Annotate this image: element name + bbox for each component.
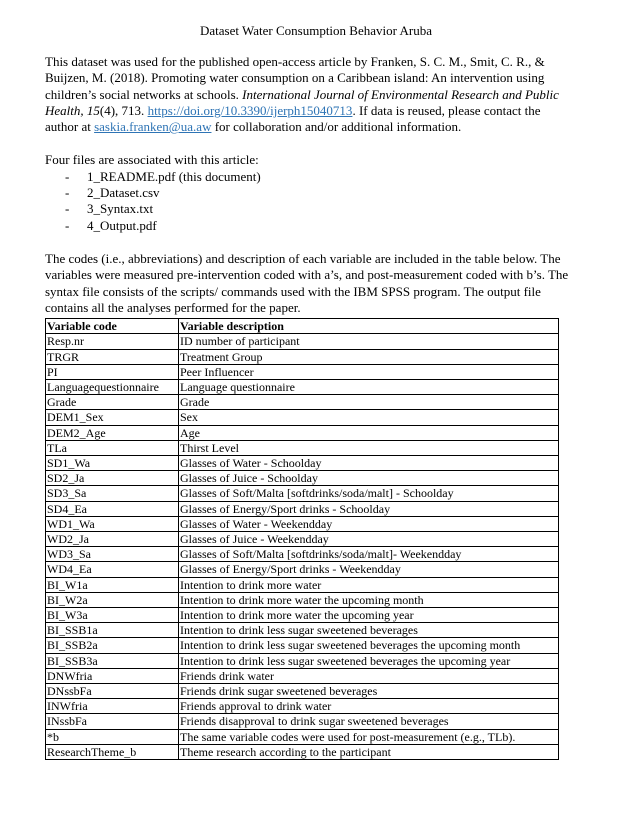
variable-description: Language questionnaire bbox=[179, 379, 559, 394]
variable-description: Glasses of Energy/Sport drinks - Schoolday bbox=[179, 501, 559, 516]
variable-description: Intention to drink more water the upcoming year bbox=[179, 608, 559, 623]
table-row bbox=[46, 349, 559, 364]
table-row bbox=[46, 455, 559, 470]
variable-code: PI bbox=[46, 364, 179, 379]
table-row bbox=[46, 729, 559, 744]
variable-code: WD4_Ea bbox=[46, 562, 179, 577]
variable-description: Glasses of Juice - Weekendday bbox=[179, 532, 559, 547]
variable-code: INWfria bbox=[46, 699, 179, 714]
variable-code: BI_W1a bbox=[46, 577, 179, 592]
table-row bbox=[46, 532, 559, 547]
variable-description: Friends drink water bbox=[179, 668, 559, 683]
table-row bbox=[46, 440, 559, 455]
variable-description: The same variable codes were used for post-measurement (e.g., TLb). bbox=[179, 729, 559, 744]
variable-description: Friends disapproval to drink sugar sweetened beverages bbox=[179, 714, 559, 729]
file-list bbox=[45, 169, 575, 234]
variable-code: WD1_Wa bbox=[46, 516, 179, 531]
header-variable-description: Variable description bbox=[179, 319, 559, 334]
variable-description: Grade bbox=[179, 395, 559, 410]
variable-code: SD3_Sa bbox=[46, 486, 179, 501]
list-bullet: - bbox=[65, 185, 70, 201]
variable-code: WD3_Sa bbox=[46, 547, 179, 562]
file-name: 2_Dataset.csv bbox=[87, 185, 160, 201]
variable-code: SD4_Ea bbox=[46, 501, 179, 516]
variable-description: Sex bbox=[179, 410, 559, 425]
table-row bbox=[46, 516, 559, 531]
intro-text-4: for collaboration and/or additional information. bbox=[211, 119, 462, 135]
table-row bbox=[46, 395, 559, 410]
list-item bbox=[45, 201, 575, 217]
variable-description: Glasses of Soft/Malta [softdrinks/soda/malt] - Schoolday bbox=[179, 486, 559, 501]
table-row bbox=[46, 379, 559, 394]
document-title: Dataset Water Consumption Behavior Aruba bbox=[200, 23, 432, 38]
table-row bbox=[46, 744, 559, 759]
variable-code: BI_W2a bbox=[46, 592, 179, 607]
table-row bbox=[46, 471, 559, 486]
table-row bbox=[46, 501, 559, 516]
variable-code: TRGR bbox=[46, 349, 179, 364]
codes-paragraph: The codes (i.e., abbreviations) and description of each variable are included in the table below. The variables were measured pre-intervention coded with a’s, and post-measurement coded with b’s. The syntax file consists of the scripts/ commands used with the IBM SPSS program. The output file contains all the analyses performed for the paper. bbox=[45, 250, 569, 315]
header-variable-code: Variable code bbox=[46, 319, 179, 334]
file-name: 4_Output.pdf bbox=[87, 217, 157, 233]
variable-description: Peer Influencer bbox=[179, 364, 559, 379]
variable-description: Glasses of Water - Weekendday bbox=[179, 516, 559, 531]
variable-description: Age bbox=[179, 425, 559, 440]
variable-code: BI_SSB3a bbox=[46, 653, 179, 668]
variable-code: Resp.nr bbox=[46, 334, 179, 349]
variable-description: Friends drink sugar sweetened beverages bbox=[179, 684, 559, 699]
table-row bbox=[46, 425, 559, 440]
table-row bbox=[46, 668, 559, 683]
variable-description: Intention to drink more water the upcoming month bbox=[179, 592, 559, 607]
email-link[interactable]: saskia.franken@ua.aw bbox=[94, 119, 212, 135]
list-item bbox=[45, 169, 575, 185]
list-bullet: - bbox=[65, 168, 70, 184]
variable-description: Intention to drink less sugar sweetened beverages the upcoming month bbox=[179, 638, 559, 653]
files-heading: Four files are associated with this article: bbox=[45, 152, 259, 168]
variable-code: DEM2_Age bbox=[46, 425, 179, 440]
table-row bbox=[46, 364, 559, 379]
variable-description: Treatment Group bbox=[179, 349, 559, 364]
table-row bbox=[46, 714, 559, 729]
variable-code: BI_SSB1a bbox=[46, 623, 179, 638]
variable-description: Theme research according to the participant bbox=[179, 744, 559, 759]
variable-description: Intention to drink less sugar sweetened beverages bbox=[179, 623, 559, 638]
variable-code: INssbFa bbox=[46, 714, 179, 729]
journal-name: International Journal of Environmental Research and Public Health, 15 bbox=[45, 86, 559, 118]
doi-link[interactable]: https://doi.org/10.3390/ijerph15040713 bbox=[147, 102, 353, 118]
intro-paragraph bbox=[45, 54, 575, 135]
list-bullet: - bbox=[65, 201, 70, 217]
table-row bbox=[46, 623, 559, 638]
variable-description: Intention to drink more water bbox=[179, 577, 559, 592]
table-row bbox=[46, 547, 559, 562]
table-row bbox=[46, 334, 559, 349]
table-row bbox=[46, 486, 559, 501]
variable-code: Languagequestionnaire bbox=[46, 379, 179, 394]
variable-table bbox=[45, 318, 559, 760]
file-name: 3_Syntax.txt bbox=[87, 201, 154, 217]
variable-description: Thirst Level bbox=[179, 440, 559, 455]
variable-description: Glasses of Energy/Sport drinks - Weekendday bbox=[179, 562, 559, 577]
table-row bbox=[46, 684, 559, 699]
list-item bbox=[45, 185, 575, 201]
variable-code: SD2_Ja bbox=[46, 471, 179, 486]
variable-code: Grade bbox=[46, 395, 179, 410]
variable-code: DNWfria bbox=[46, 668, 179, 683]
list-item bbox=[45, 218, 575, 234]
table-row bbox=[46, 608, 559, 623]
intro-text-1: This dataset was used for the published open-access article by Franken, S. C. M., Smit, C. R., & Buijzen, M. (2018). Promoting water consumption on a Caribbean island: An intervention using children’s social networks at schools. bbox=[45, 54, 545, 102]
variable-code: ResearchTheme_b bbox=[46, 744, 179, 759]
table-row bbox=[46, 577, 559, 592]
variable-description: Intention to drink less sugar sweetened beverages the upcoming year bbox=[179, 653, 559, 668]
table-header-row bbox=[46, 319, 559, 334]
variable-description: Glasses of Water - Schoolday bbox=[179, 455, 559, 470]
variable-code: BI_W3a bbox=[46, 608, 179, 623]
list-bullet: - bbox=[65, 217, 70, 233]
variable-description: Glasses of Juice - Schoolday bbox=[179, 471, 559, 486]
variable-code: DNssbFa bbox=[46, 684, 179, 699]
variable-code: TLa bbox=[46, 440, 179, 455]
variable-code: SD1_Wa bbox=[46, 455, 179, 470]
table-row bbox=[46, 410, 559, 425]
variable-code: *b bbox=[46, 729, 179, 744]
document-page bbox=[45, 22, 575, 760]
table-row bbox=[46, 638, 559, 653]
intro-text-2: (4), 713. bbox=[99, 102, 148, 118]
variable-description: Glasses of Soft/Malta [softdrinks/soda/malt]- Weekendday bbox=[179, 547, 559, 562]
variable-description: Friends approval to drink water bbox=[179, 699, 559, 714]
table-row bbox=[46, 592, 559, 607]
variable-code: DEM1_Sex bbox=[46, 410, 179, 425]
table-row bbox=[46, 699, 559, 714]
intro-text-3: . If data is reused, please contact the author at bbox=[45, 102, 541, 135]
variable-description: ID number of participant bbox=[179, 334, 559, 349]
table-row bbox=[46, 653, 559, 668]
file-name: 1_README.pdf (this document) bbox=[87, 168, 261, 184]
variable-code: BI_SSB2a bbox=[46, 638, 179, 653]
table-row bbox=[46, 562, 559, 577]
variable-code: WD2_Ja bbox=[46, 532, 179, 547]
